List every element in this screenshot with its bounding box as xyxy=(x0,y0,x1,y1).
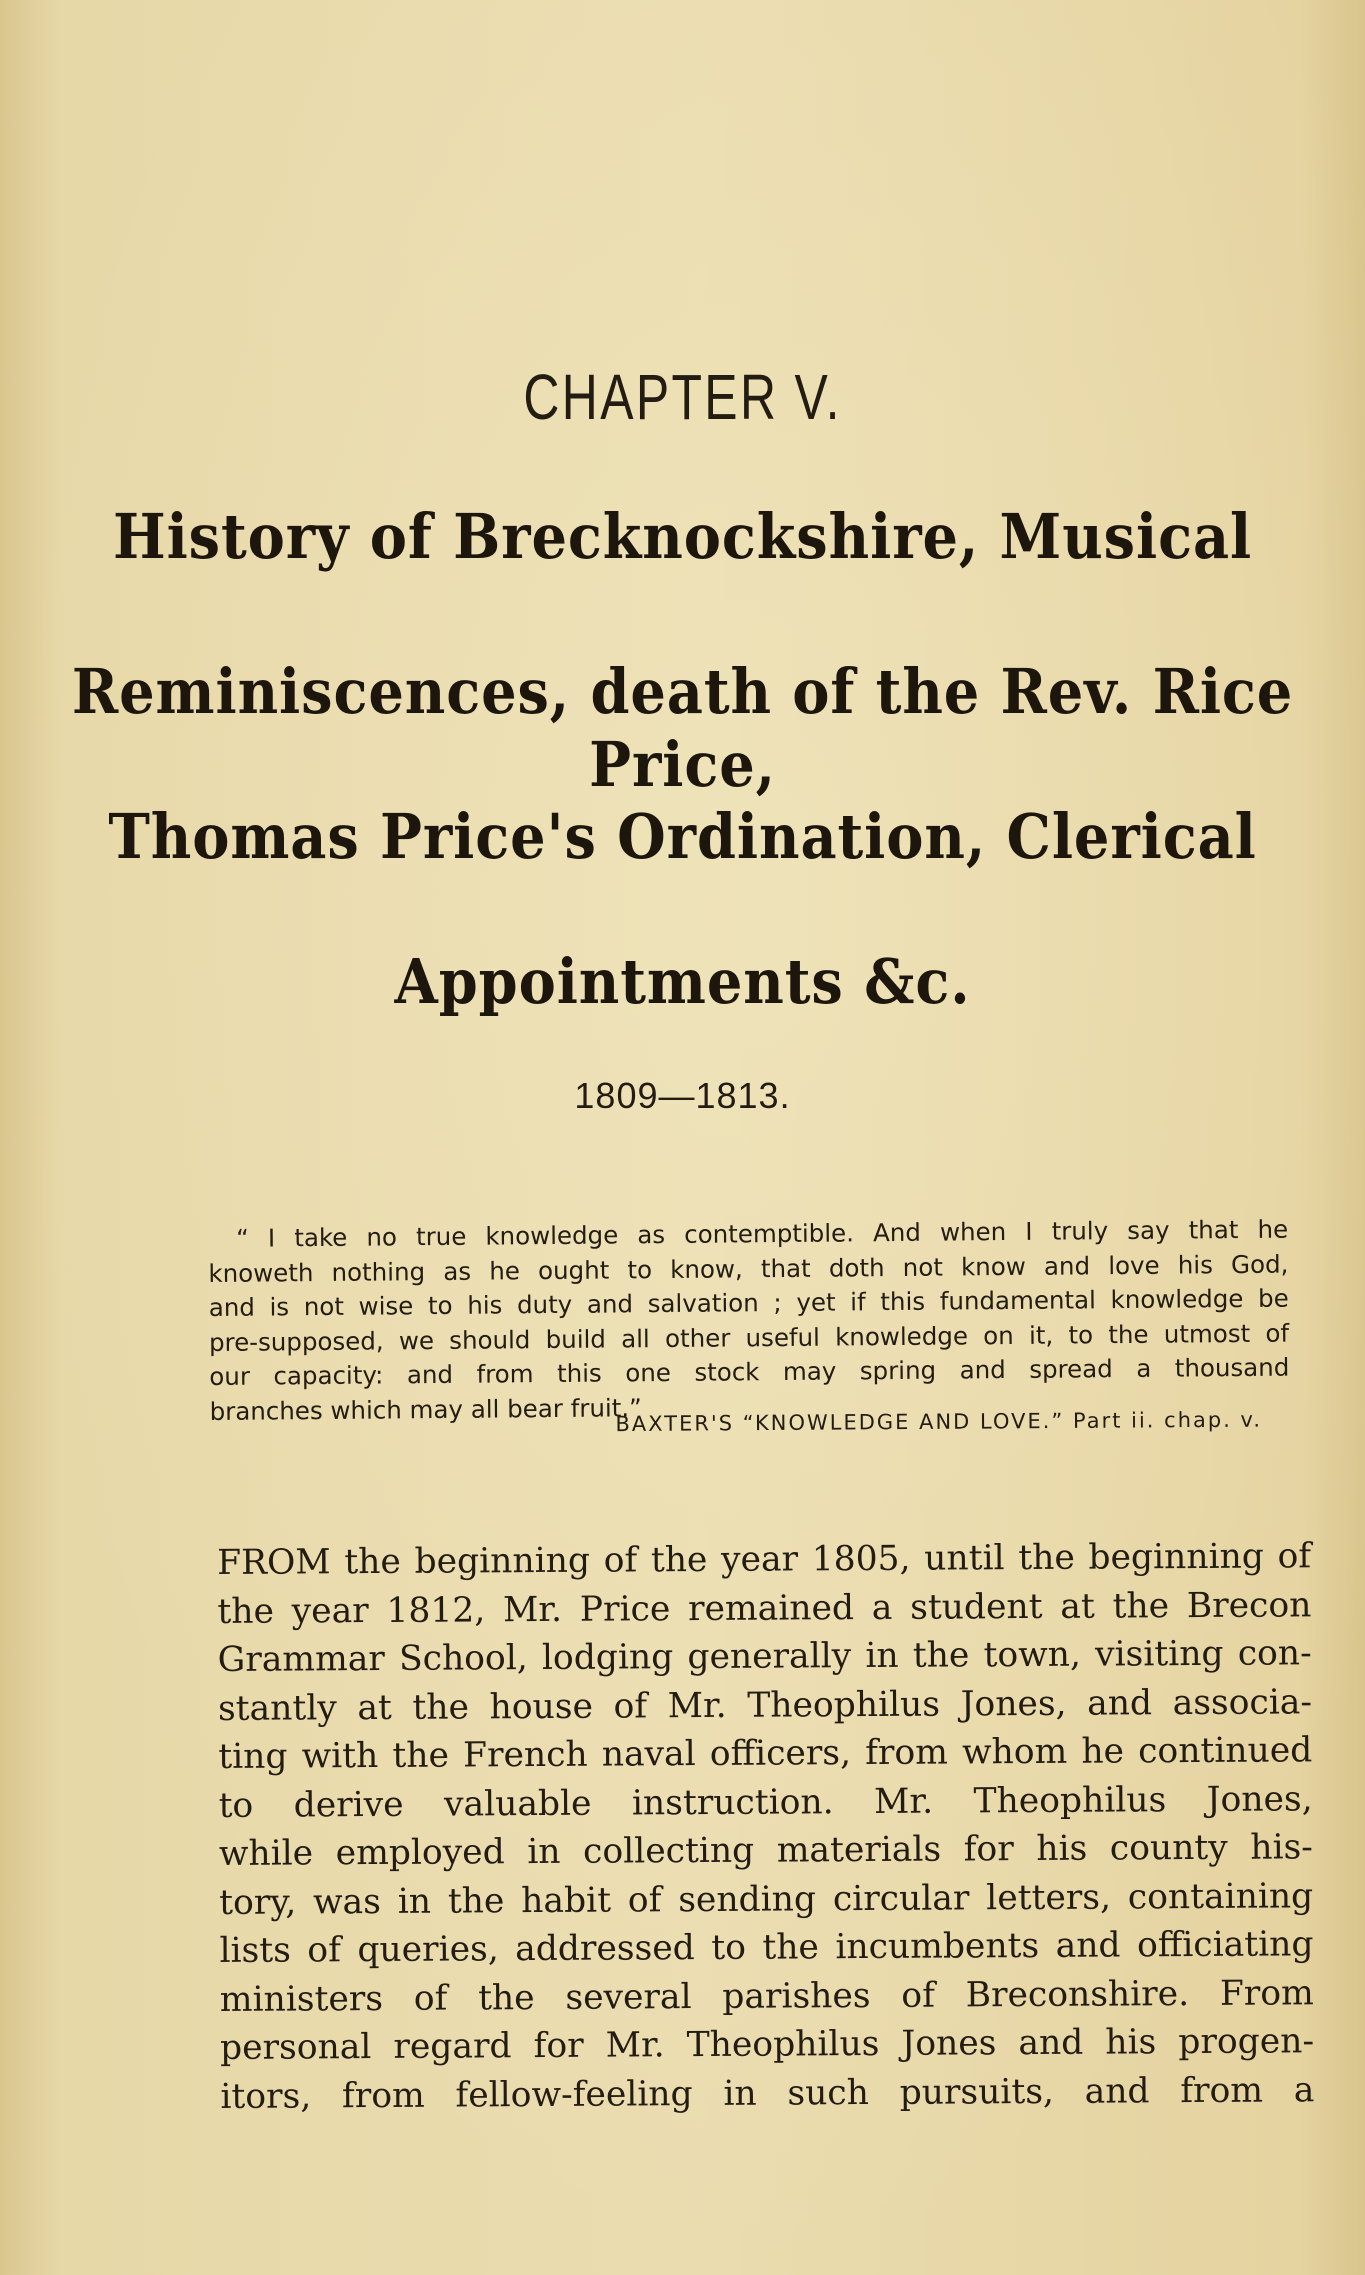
body-line: ting with the French naval officers, from whom he continued xyxy=(218,1730,1313,1777)
epigraph-line: knoweth nothing as he ought to know, that doth not know and love his God, xyxy=(208,1249,1289,1288)
chapter-number: CHAPTER V. xyxy=(523,361,842,433)
body-line: ministers of the several parishes of Breconshire. From xyxy=(219,1972,1314,2020)
body-line: while employed in collecting materials for his county his- xyxy=(218,1827,1314,1874)
body-line: the year 1812, Mr. Price remained a student at the Brecon xyxy=(217,1584,1312,1632)
body-line: lists of queries, addressed to the incumbents and officiating xyxy=(219,1924,1314,1971)
body-paragraph xyxy=(217,1532,1315,2121)
body-line: FROM the beginning of the year 1805, until the beginning of xyxy=(217,1536,1312,1583)
chapter-title-line-4: Appointments &c. xyxy=(394,945,971,1018)
epigraph-line: branches which may all bear fruit.” xyxy=(209,1392,642,1426)
epigraph-line: our capacity: and from this one stock may spring and spread a thousand xyxy=(209,1352,1290,1391)
epigraph-line: and is not wise to his duty and salvation ; yet if this fundamental knowledge be xyxy=(208,1283,1289,1322)
epigraph-line: pre-supposed, we should build all other useful knowledge on it, to the utmost of xyxy=(208,1318,1290,1357)
chapter-title-line-1: History of Brecknockshire, Musical xyxy=(112,500,1253,573)
body-line: to derive valuable instruction. Mr. Theophilus Jones, xyxy=(218,1778,1313,1826)
epigraph-line: “ I take no true knowledge as contemptible. And when I truly say that he xyxy=(236,1214,1289,1253)
body-line: itors, from fellow-feeling in such pursuits, and from a xyxy=(220,2069,1315,2117)
body-line: tory, was in the habit of sending circular letters, containing xyxy=(219,1875,1314,1923)
epigraph-attribution: BAXTER'S “KNOWLEDGE AND LOVE.” Part ii. chap. v. xyxy=(615,1407,1263,1437)
body-line: Grammar School, lodging generally in the town, visiting con- xyxy=(217,1633,1312,1680)
chapter-title-line-3: Thomas Price's Ordination, Clerical xyxy=(108,800,1257,873)
body-line: personal regard for Mr. Theophilus Jones and his progen- xyxy=(219,2021,1315,2068)
epigraph-quote xyxy=(208,1213,1290,1429)
body-line: stantly at the house of Mr. Theophilus Jones, and associa- xyxy=(217,1681,1313,1729)
chapter-dates: 1809—1813. xyxy=(574,1075,791,1116)
chapter-title-line-2: Reminiscences, death of the Rev. Rice Price, xyxy=(71,655,1294,801)
